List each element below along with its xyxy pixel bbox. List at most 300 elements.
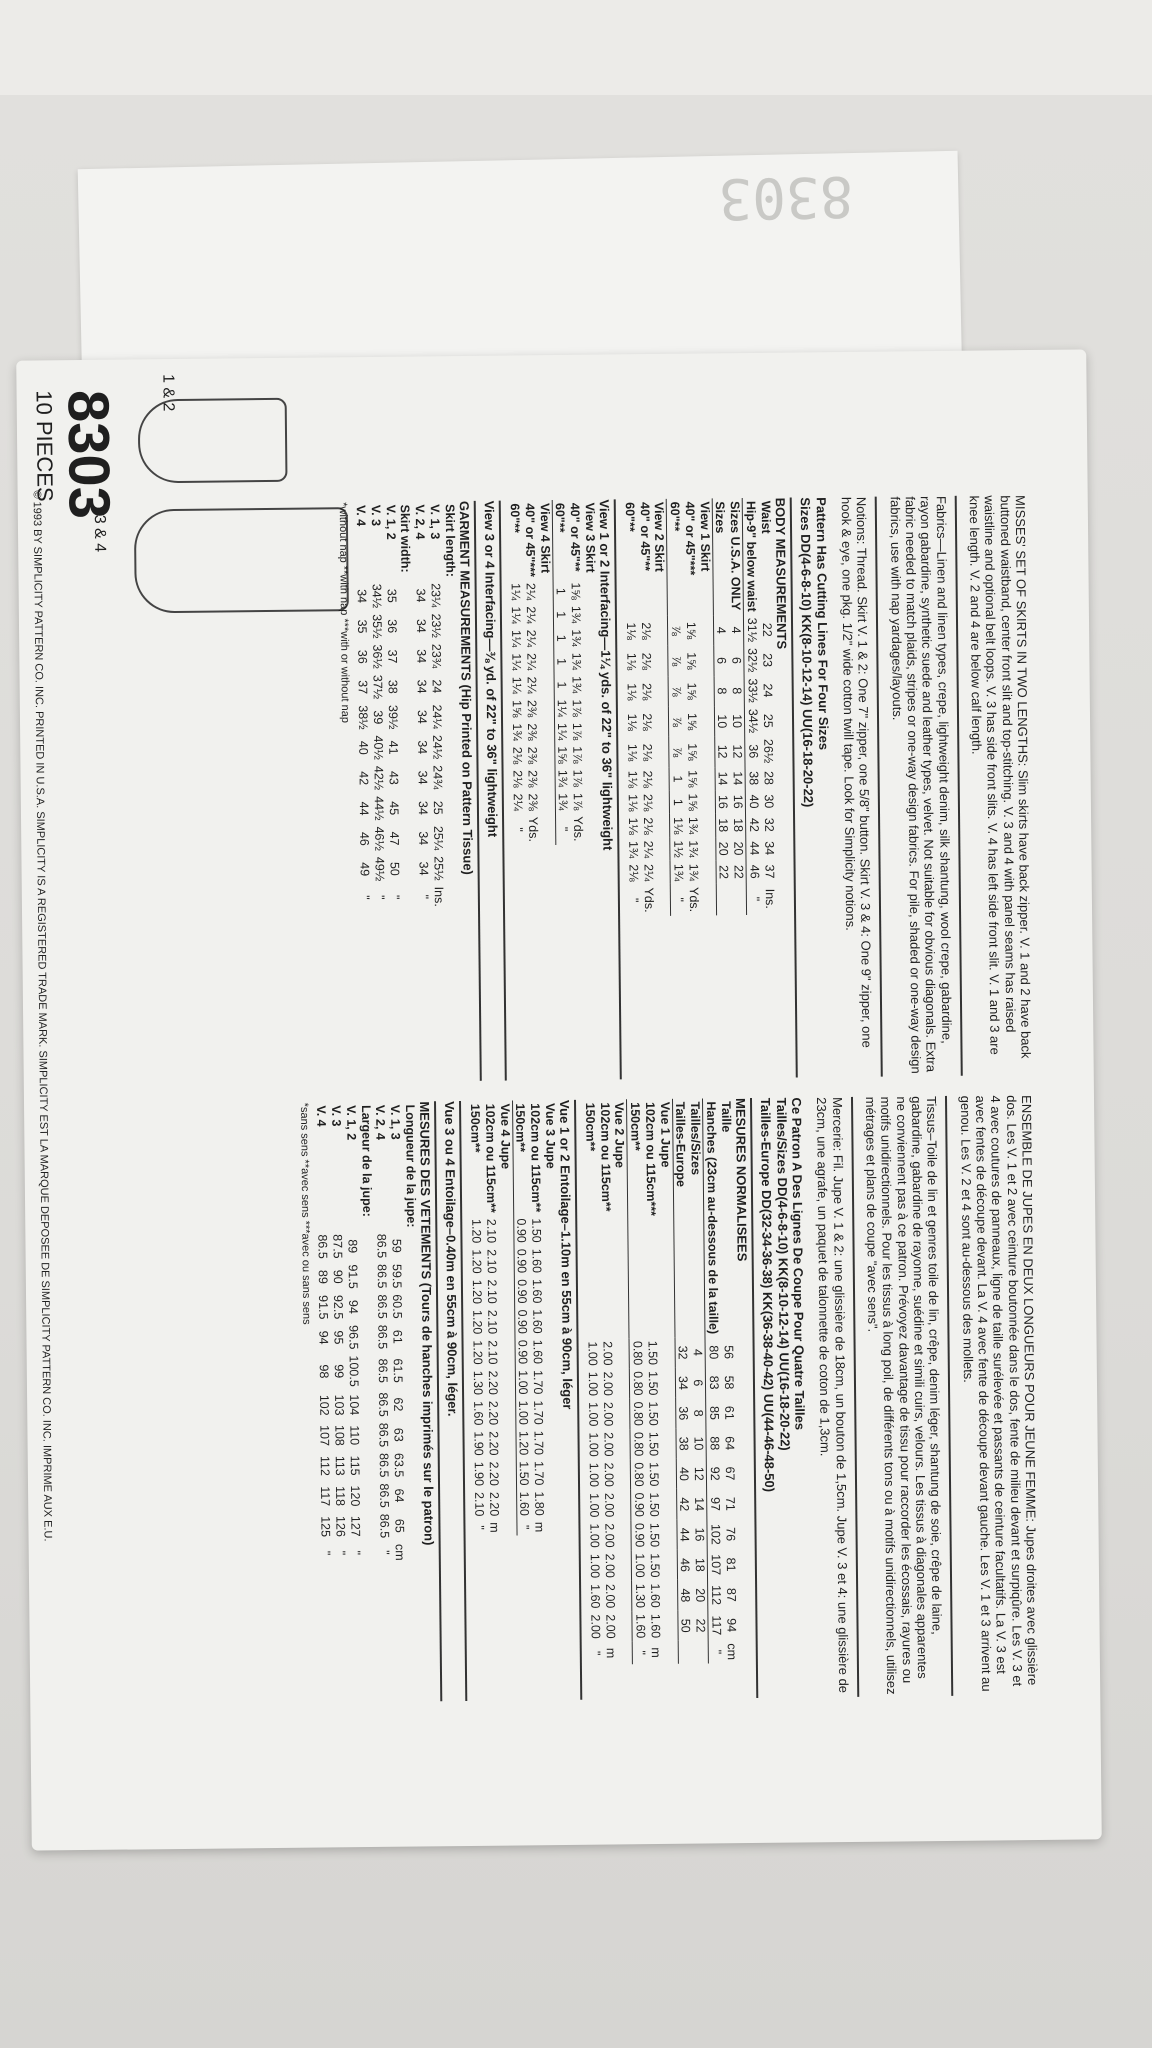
cell: 34 [413, 588, 429, 603]
cell: 34 [354, 589, 370, 604]
cell: 61 [721, 1405, 737, 1420]
cell: 40 [677, 1466, 692, 1482]
row-label: 150cm** [583, 1102, 598, 1152]
cell: 49 [357, 862, 372, 877]
row-label: Waist [758, 500, 773, 534]
cell: 1⅝ [684, 712, 700, 731]
cell: 1¾ [569, 652, 584, 671]
cell: 20 [716, 841, 731, 856]
cell: 50 [387, 861, 402, 876]
cell: 2.20 [485, 1370, 501, 1395]
row-label: 150cm** [628, 1102, 643, 1151]
english-column [336, 495, 1034, 1082]
cell: 34½ [369, 583, 384, 609]
row-label: 40" or 45"*** [522, 503, 538, 578]
french-sizes-line: Tailles/Sizes DD(4-6-8-10) KK(8-10-12-14) UU(16-18-20-22) [773, 1097, 793, 1451]
cell: 1 [554, 611, 569, 619]
french-fabrics: Tissus–Toile de lin et genres toile de lin, crêpe, denim léger, shantung de soie, crêpe de laine, gabardine, gabardine de rayonne, suédine et simili cuirs, velours. Les tissus à diagonales apparentes ne conviennent pas à ce patron. Prévoyez davantage de tissu pour raccorder les écossais, rayures ou motifs unidirectionnels. Pour les tissus à long poil, de différents tons ou à motifs unidirectionnels, utilisez métrages et plans de coupe "avec sens". [863, 1096, 945, 1695]
cell: 8 [729, 687, 744, 695]
cell: 41 [385, 740, 401, 755]
cell: 1.00 [633, 1553, 648, 1578]
cell: 56 [721, 1345, 736, 1360]
cell: 12 [692, 1466, 707, 1481]
english-cutting-lines: Pattern Has Cutting Lines For Four Sizes [813, 497, 832, 751]
cell: ⅞ [670, 716, 685, 728]
cell: 16 [692, 1527, 707, 1542]
cell: 126 [333, 1515, 348, 1537]
cell: 76 [723, 1527, 738, 1542]
cell: " [588, 1650, 603, 1656]
cell: ⅞ [669, 655, 684, 667]
cell: 1 [554, 634, 569, 642]
cell: " [747, 896, 762, 902]
cell: 2⅜ [525, 770, 540, 788]
cell: 1¾ [686, 840, 701, 858]
cell: 1¼ [509, 629, 524, 648]
cell: 1.00 [587, 1553, 603, 1579]
cell: 24 [760, 683, 775, 698]
cell: 1⅛ [626, 817, 641, 835]
cell: 67 [722, 1466, 737, 1481]
cell: 2¼ [510, 793, 526, 812]
cell: 60.5 [390, 1294, 405, 1319]
cell: 86.5 [315, 1234, 330, 1259]
cell: m [487, 1522, 502, 1533]
cell: 1.50 [646, 1462, 662, 1487]
cell: 32 [761, 817, 776, 832]
row-label: 102cm ou 115cm** [482, 1103, 499, 1213]
cell: 2.00 [601, 1492, 617, 1518]
cell: 30 [761, 794, 776, 809]
cell: " [377, 1550, 393, 1555]
cell: 86.5 [376, 1453, 392, 1478]
cell: 1 [554, 587, 569, 595]
cell: 83 [706, 1375, 722, 1390]
row-label: V. 1, 3 [427, 504, 443, 540]
cell: 1¼ [509, 653, 524, 671]
cell: 2.10 [485, 1309, 500, 1335]
cell: 36 [676, 1406, 691, 1421]
french-interfacing-34: Vue 3 ou 4 Entoilage–0.40m en 55cm à 90cm, léger. [442, 1101, 468, 1701]
cell: 1⅝ [685, 793, 700, 811]
cell: 36 [384, 619, 399, 634]
cell: 91.5 [345, 1264, 360, 1289]
cell: 2.10 [485, 1340, 500, 1365]
cell: 86.5 [375, 1358, 391, 1384]
cell: 1⅛ [623, 622, 639, 640]
cell: 1.00 [586, 1402, 601, 1427]
cell: 86.5 [377, 1513, 392, 1539]
cell: " [511, 827, 526, 832]
cell: 1⅛ [625, 794, 640, 812]
row-label: Vue 2 Jupe [612, 1102, 628, 1168]
cell: 20 [693, 1588, 708, 1603]
cell: 0.90 [632, 1522, 647, 1548]
cell: 1.00 [516, 1400, 531, 1425]
cell: 1¾ [555, 769, 571, 788]
cell: " [626, 897, 641, 903]
cell: 110 [347, 1425, 362, 1446]
cell: 22 [693, 1618, 708, 1633]
cell: 2¼ [641, 864, 656, 882]
cell: 1⅝ [684, 652, 699, 670]
cell: 2.10 [484, 1249, 499, 1274]
cell: 2.00 [602, 1583, 618, 1609]
cell: Yds. [525, 816, 541, 842]
cell: 33½ [745, 678, 760, 703]
cell: 2⅜ [525, 746, 540, 765]
cell: 2⅛ [638, 622, 653, 640]
cell: 45 [386, 801, 401, 816]
cell: 86.5 [374, 1233, 389, 1259]
row-label: View 3 Skirt [582, 502, 598, 573]
english-footnote: *without nap **with nap ***with or without nap [337, 502, 352, 724]
cell: 1.50 [646, 1431, 661, 1457]
cell: 1.50 [645, 1340, 660, 1366]
cell: 24½ [430, 734, 445, 760]
cell: 1.70 [530, 1369, 546, 1395]
cell: 64 [392, 1488, 407, 1503]
cell: 34 [762, 841, 777, 856]
cell: 112 [709, 1584, 724, 1606]
cell: 32½ [745, 648, 760, 673]
cell: 113 [332, 1455, 347, 1476]
cell: 1¾ [569, 675, 584, 694]
cell: 100.5 [346, 1355, 361, 1387]
background-wall [0, 0, 1152, 97]
cell: 10 [715, 714, 730, 729]
cell: 0.80 [631, 1431, 646, 1457]
cell: 2.20 [486, 1400, 501, 1426]
cell: 1¾ [556, 793, 571, 811]
cell: 35 [384, 588, 399, 603]
cell: 1.00 [585, 1341, 600, 1366]
row-label: 60"** [553, 502, 568, 533]
cell: 14 [692, 1497, 707, 1512]
cell: 1 [555, 681, 570, 689]
row-label: Longueur de la jupe: [402, 1104, 419, 1228]
cell: ⅞ [669, 686, 685, 697]
cell: 2⅛ [510, 770, 525, 788]
cell: 1.20 [470, 1279, 485, 1305]
row-label: Tailles-Europe [673, 1101, 689, 1188]
cell: 38 [677, 1436, 692, 1451]
cell: " [709, 1649, 724, 1655]
cell: 2.20 [486, 1461, 501, 1486]
cell: 2¼ [523, 582, 538, 601]
cell: 80 [706, 1345, 721, 1360]
cell: 0.90 [514, 1248, 530, 1274]
cell: 31½ [744, 617, 760, 643]
cell: 61.5 [390, 1358, 405, 1383]
cell: 23 [760, 653, 775, 668]
cell: 1.60 [588, 1584, 603, 1609]
cell: 28 [761, 770, 776, 786]
cell: " [417, 894, 432, 900]
cell: " [517, 1524, 532, 1530]
cell: 35½ [369, 614, 385, 639]
row-label: Vue 1 Jupe [657, 1101, 673, 1168]
cell: 1 [671, 798, 686, 806]
cell: 16 [716, 794, 731, 809]
french-notions: Mercerie: Fil. Jupe V. 1 & 2: une glissière de 18cm, un bouton de 1,5cm. Jupe V. 3 et 4: une glissière de 23cm, une agrafe, un paquet de talonnette de coton de 1,3cm. [814, 1097, 851, 1694]
row-label: V. 4 [354, 504, 369, 527]
cell: 107 [708, 1554, 723, 1576]
cell: 1⅞ [570, 792, 586, 811]
cell: ⅞ [670, 746, 685, 758]
cell: 1.50 [646, 1401, 661, 1426]
cell: 1.30 [471, 1370, 486, 1396]
cell: 1.70 [531, 1430, 546, 1456]
cell: 1¾ [686, 863, 701, 882]
row-label: V. 1, 2 [343, 1105, 359, 1141]
cell: 97 [708, 1496, 723, 1512]
cell: Yds. [686, 886, 702, 913]
cell: 81 [723, 1557, 738, 1572]
cell: Yds. [641, 887, 656, 913]
cell: 1¼ [555, 699, 570, 718]
cell: 91.5 [316, 1295, 331, 1320]
cell: 2.20 [486, 1431, 501, 1456]
cell: 0.90 [515, 1309, 530, 1334]
cell: 102 [708, 1523, 723, 1545]
cell: 0.80 [631, 1401, 646, 1427]
cell: 2.00 [602, 1553, 617, 1579]
cell: 88 [707, 1436, 722, 1451]
pattern-envelope-back [16, 349, 1102, 1850]
cell: 16 [731, 794, 746, 809]
cell: 1¾ [510, 723, 525, 741]
cell: 1⅛ [671, 816, 686, 835]
row-label: 40" or 45"*** [682, 501, 698, 576]
french-description: ENSEMBLE DE JUPES EN DEUX LONGUEURS POUR JEUNE FEMME: Jupes droites avec glissière dos. Les V. 1 et 2 avec ceinture boutonnée dans le dos, fente de milieu devant et surpiqûre. Les V. 3 et 4 avec coutures de panneaux, ligne de taille surélevée et passants de ceinture facultatifs. La V. 3 est avec fentes de découpe devant. La V. 4 avec fente de découpe devant gauche. Les V. 1 et 3 arrivent au genou. Les V. 2 et 4 sont au-dessous des mollets. [957, 1095, 1041, 1692]
row-label: 150cm** [513, 1103, 528, 1153]
cell: m [648, 1647, 663, 1658]
french-yardage-table-34 [467, 1100, 561, 1536]
cell: 63.5 [391, 1452, 406, 1478]
row-label: Taille [718, 1101, 734, 1133]
sketch-label-1-2: 1 & 2 [159, 373, 177, 412]
cell: 37½ [370, 674, 385, 700]
cell: 40 [746, 794, 761, 809]
cell: 1⅝ [683, 621, 699, 640]
cell: 44 [747, 841, 762, 856]
cell: 34 [414, 649, 429, 664]
cell: 12 [730, 744, 745, 759]
cell: 2⅛ [640, 770, 655, 789]
cell: 1.20 [470, 1340, 485, 1365]
cell: 71 [722, 1496, 738, 1511]
cell: 1⅝ [684, 682, 699, 701]
cell: 86.5 [375, 1324, 390, 1350]
english-description: MISSES' SET OF SKIRTS IN TWO LENGTHS: Slim skirts have back zipper. V. 1 and 2 have back buttoned waistband, center front slit and top-stitching. V. 3 and 4 with panel seams has raised waistline and optional belt loops. V. 3 has side front slits. V. 4 has left side front slit. V. 1 and 3 are knee length. V. 2 and 4 are below calf length. [966, 495, 1034, 1059]
cell: 34 [416, 831, 431, 846]
cell: 48 [678, 1588, 693, 1603]
cell: 63 [391, 1427, 406, 1442]
cell: ⅞ [669, 625, 684, 637]
cell: 2.00 [602, 1523, 617, 1548]
row-label: 102cm ou 115cm** [597, 1102, 613, 1212]
skirt-sketch-view-3-4 [134, 507, 349, 613]
cell: 95 [331, 1330, 346, 1345]
cell: 1⅝ [509, 700, 525, 718]
cell: 108 [332, 1424, 347, 1446]
cell: 2.00 [601, 1462, 616, 1488]
cell: 1⅝ [685, 743, 700, 761]
cell: 18 [731, 818, 746, 833]
cell: 1¾ [569, 629, 584, 647]
cell: 1.50 [517, 1461, 532, 1486]
cell: 25 [430, 800, 446, 815]
cell: 6 [714, 657, 729, 665]
cell: 39 [370, 710, 386, 725]
cell: " [672, 897, 687, 903]
cell: " [358, 895, 373, 900]
cell: 2⅛ [639, 652, 654, 671]
row-label: 102cm ou 115cm** [528, 1103, 544, 1213]
cell: 14 [716, 771, 731, 786]
cell: 25 [760, 713, 775, 728]
cell: 26½ [760, 738, 776, 764]
cell: 1⅛ [624, 713, 640, 731]
french-garment-table [314, 1101, 422, 1564]
row-label: Hanches (23cm au-dessous de la taille) [704, 1101, 721, 1335]
cell: 2¼ [524, 653, 539, 671]
cell: 112 [317, 1455, 333, 1476]
row-label: V. 1, 3 [388, 1104, 403, 1140]
cell: 44½ [371, 796, 387, 821]
cell: 2⅜ [524, 699, 539, 718]
cell: 6 [691, 1379, 706, 1387]
cell: cm [392, 1543, 407, 1561]
cell: 10 [691, 1436, 706, 1451]
cell: 2.10 [472, 1491, 487, 1517]
cell: 58 [721, 1375, 736, 1390]
cell: 1.60 [471, 1400, 486, 1426]
cell: 1⅝ [555, 746, 570, 764]
row-label: Vue 4 Jupe [497, 1103, 513, 1170]
cell: 62 [391, 1397, 406, 1412]
cell: 2⅛ [639, 713, 654, 731]
cell: 1⅞ [570, 746, 585, 764]
cell: 34 [676, 1375, 691, 1390]
cell: 1¾ [568, 605, 584, 624]
row-label: Vue 3 Jupe [542, 1103, 558, 1169]
cell: 34 [415, 740, 430, 755]
english-body-table [622, 498, 777, 916]
cell: 34 [416, 800, 431, 815]
cell: 47 [386, 831, 402, 846]
cell: 117 [318, 1486, 333, 1507]
cell: 24 [429, 679, 444, 694]
cell: 2.10 [484, 1279, 500, 1304]
cell: 1.50 [647, 1492, 662, 1517]
cell: 1.50 [529, 1218, 544, 1243]
cell: 42 [356, 771, 371, 786]
cell: 1.60 [530, 1278, 545, 1304]
cell: 2¼ [641, 840, 656, 859]
cell: 4 [714, 626, 729, 634]
row-label: 150cm** [468, 1103, 483, 1153]
cell: 1.00 [587, 1493, 602, 1518]
row-label: Sizes U.S.A. ONLY [727, 501, 744, 611]
french-interfacing-12: Vue 1 or 2 Entoilage–1.10m en 55cm à 90cm, léger [557, 1100, 583, 1700]
cell: " [372, 895, 387, 900]
cell: 1.00 [587, 1523, 602, 1548]
cell: 87.5 [330, 1234, 345, 1259]
cell: 22 [759, 622, 774, 637]
english-notions: Notions: Thread. Skirt V. 1 & 2: One 7" zipper, one 5/8" button. Skirt V. 3 & 4: One 9" zipper, one hook & eye, one pkg. 1/2" wide cotton twill tape. Look for Simplicity notions. [838, 496, 875, 1048]
cell: 2.00 [600, 1401, 616, 1427]
cell: 12 [715, 744, 730, 759]
cell: Ins. [762, 888, 777, 909]
cell: 23¾ [429, 643, 444, 669]
english-garment-table [353, 501, 461, 911]
cell: 49½ [372, 856, 387, 882]
cell: 86.5 [374, 1264, 390, 1289]
row-label: 60"** [622, 502, 638, 532]
cell: " [634, 1650, 649, 1655]
english-interfacing-12: View 1 or 2 Interfacing—1¼ yds. of 22" to 36" lightweight [597, 499, 622, 1079]
pattern-pieces-count: 10 PIECES [31, 390, 58, 502]
cell: Ins. [431, 886, 446, 907]
cell: 2⅛ [640, 793, 655, 812]
row-label: Largeur de la jupe: [358, 1104, 374, 1217]
cell: 1 [554, 657, 569, 666]
cell: 59 [389, 1238, 404, 1253]
cell: 1.00 [585, 1371, 601, 1397]
sketch-label-3-4: 3 & 4 [90, 514, 109, 553]
cell: 34 [415, 770, 430, 785]
cell: 2⅛ [626, 864, 641, 882]
cell: 1.20 [470, 1309, 485, 1335]
cell: 86.5 [377, 1483, 392, 1508]
cell: 0.90 [515, 1339, 531, 1365]
row-label: V. 3 [329, 1105, 344, 1127]
cell: 1.80 [532, 1491, 547, 1516]
copyright-line: © 1993 BY SIMPLICITY PATTERN CO. INC. PRINTED IN U.S.A. SIMPLICITY IS A REGISTERED TRADE MARK. SIMPLICITY EST LA MARQUE DEPOSEE DE SIMPLICITY PATTERN CO. INC. IMPRIME AUX E.U. [30, 490, 54, 1542]
cell: 2⅛ [639, 682, 654, 701]
cell: 38 [746, 771, 761, 786]
cell: 40½ [371, 735, 386, 760]
cell: 103 [332, 1394, 347, 1416]
cell: 2⅛ [640, 743, 655, 762]
cell: 50 [678, 1618, 694, 1633]
row-label: View 2 Skirt [652, 501, 667, 572]
cell: 25½ [431, 856, 446, 881]
cell: 90 [330, 1269, 345, 1284]
row-label: 40" or 45"** [567, 502, 583, 572]
cell: 24¾ [430, 765, 445, 790]
cell: 1⅛ [624, 683, 639, 701]
cell: 32 [676, 1345, 691, 1360]
cell: m [603, 1647, 618, 1659]
row-label: V. 3 [368, 504, 383, 527]
cell: 1.00 [586, 1462, 602, 1488]
cell: 99 [331, 1364, 346, 1379]
cell: 23½ [428, 613, 444, 638]
cell: 117 [709, 1615, 724, 1636]
cell: 1.50 [647, 1553, 663, 1578]
cell: 102 [317, 1394, 332, 1416]
cell: 25¼ [431, 825, 446, 851]
cell: 127 [348, 1515, 363, 1537]
french-garment-header: MESURES DES VETEMENTS (Tours de hanches imprimés sur le patron) [417, 1101, 443, 1701]
cell: 42 [747, 817, 762, 832]
cell: 2.20 [487, 1491, 502, 1517]
cell: 115 [347, 1455, 362, 1476]
cell: 65 [392, 1518, 407, 1533]
